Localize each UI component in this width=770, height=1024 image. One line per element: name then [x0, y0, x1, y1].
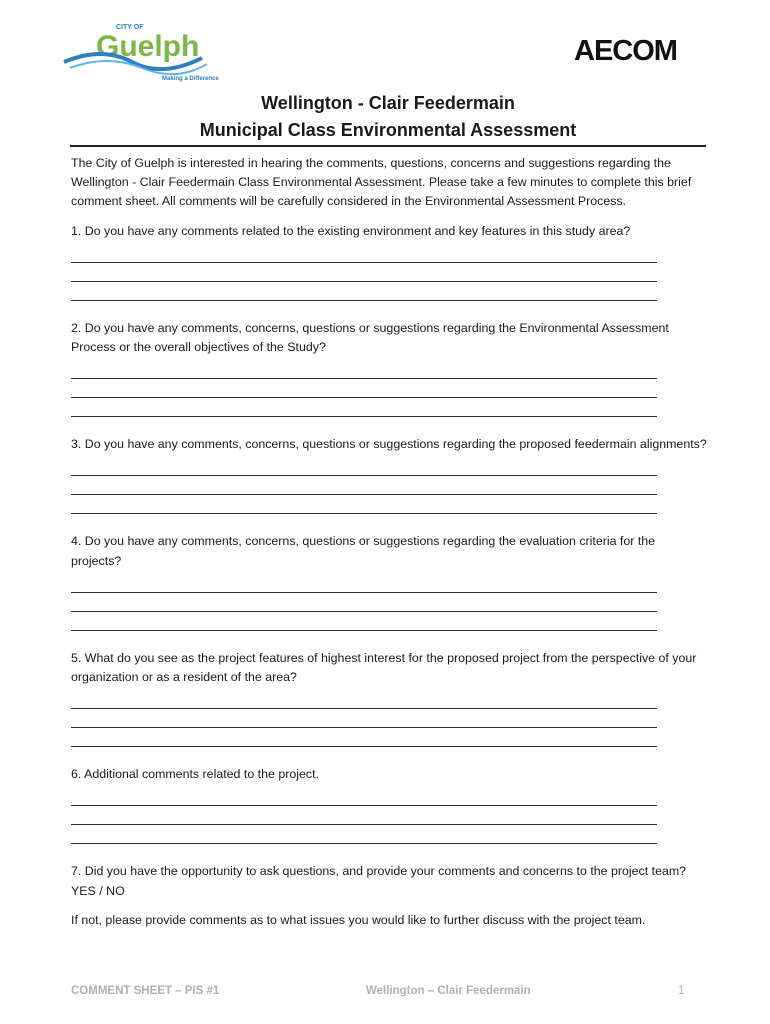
answer-lines-3[interactable] [71, 457, 707, 514]
answer-lines-5[interactable] [71, 690, 707, 747]
question-5: 5. What do you see as the project features of highest interest for the proposed project from the perspective of your organization or as a resident of the area? [71, 650, 697, 685]
logo-guelph-name: Guelph [96, 30, 200, 63]
question-7: 7. Did you have the opportunity to ask questions, and provide your comments and concerns to the project team? YES / NO [71, 864, 687, 898]
answer-line[interactable] [71, 709, 657, 728]
aecom-logo [574, 32, 686, 66]
page-number: 1 [678, 985, 685, 997]
answer-line[interactable] [71, 495, 657, 514]
answer-line[interactable] [71, 612, 657, 631]
document-title [70, 90, 706, 144]
answer-line[interactable] [71, 476, 657, 495]
answer-lines-6[interactable] [71, 787, 707, 844]
aecom-logo-text: AECOM [574, 35, 677, 67]
answer-line[interactable] [71, 728, 657, 747]
answer-line[interactable] [71, 282, 657, 301]
question-2: 2. Do you have any comments, concerns, questions or suggestions regarding the Environmental Assessment Process or the overall objectives of the Study? [71, 320, 669, 355]
title-divider [70, 145, 706, 147]
answer-line[interactable] [71, 379, 657, 398]
answer-line[interactable] [71, 806, 657, 825]
comment-sheet-body [71, 154, 707, 930]
answer-line[interactable] [71, 825, 657, 844]
answer-line[interactable] [71, 360, 657, 379]
question-1: 1. Do you have any comments related to the existing environment and key features in this study area? [71, 223, 631, 238]
title-line-1: Wellington - Clair Feedermain [261, 93, 515, 113]
logo-city-of: CITY OF [116, 24, 144, 31]
question-4: 4. Do you have any comments, concerns, questions or suggestions regarding the evaluation criteria for the projects? [71, 534, 656, 568]
intro-paragraph: The City of Guelph is interested in hearing the comments, questions, concerns and suggestions regarding the Wellington - Clair Feedermain Class Environmental Assessment. Please take a few minutes to complete this brief comment sheet. All comments will be carefully considered in the Environmental Assessment Process. [71, 156, 692, 209]
answer-lines-2[interactable] [71, 360, 707, 417]
answer-line[interactable] [71, 574, 657, 593]
question-6: 6. Additional comments related to the project. [71, 767, 319, 782]
answer-line[interactable] [71, 690, 657, 709]
answer-lines-4[interactable] [71, 574, 707, 631]
answer-line[interactable] [71, 263, 657, 282]
answer-line[interactable] [71, 457, 657, 476]
answer-line[interactable] [71, 787, 657, 806]
logo-tagline: Making a Difference [162, 76, 219, 82]
answer-lines-1[interactable] [71, 244, 707, 301]
footer-sheet-label: COMMENT SHEET – PIS #1 [71, 985, 220, 997]
footer-project-name: Wellington – Clair Feedermain [366, 985, 531, 997]
answer-line[interactable] [71, 593, 657, 612]
title-line-2: Municipal Class Environmental Assessment [199, 120, 577, 140]
city-of-guelph-logo [62, 18, 219, 84]
answer-line[interactable] [71, 398, 657, 417]
answer-line[interactable] [71, 244, 657, 263]
question-3: 3. Do you have any comments, concerns, questions or suggestions regarding the proposed feedermain alignments? [71, 437, 707, 452]
question-7-followup: If not, please provide comments as to what issues you would like to further discuss with the project team. [71, 912, 646, 927]
